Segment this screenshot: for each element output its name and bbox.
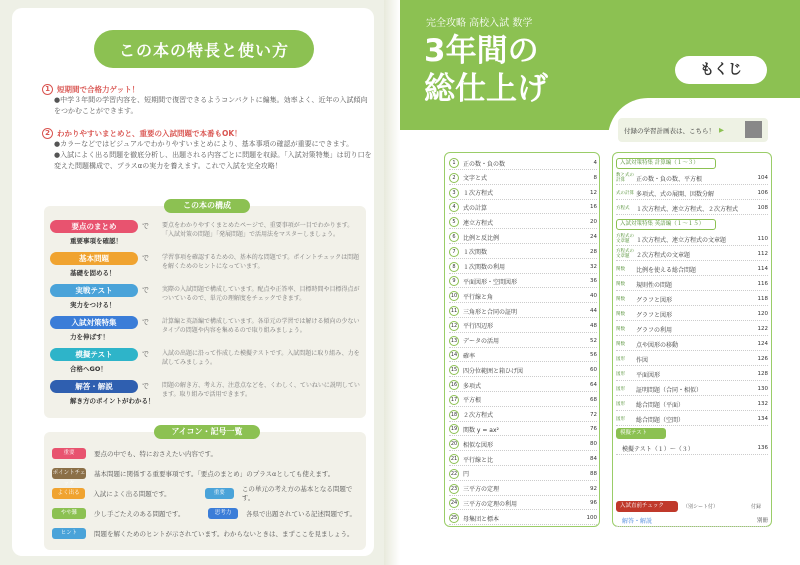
toc-page: 4 <box>593 160 597 166</box>
toc-page: 28 <box>590 248 597 255</box>
study-plan-link[interactable] <box>618 118 768 142</box>
toc-entry[interactable] <box>449 453 597 466</box>
composition-row <box>50 252 362 282</box>
toc-page: 114 <box>757 266 768 272</box>
toc-entry[interactable] <box>449 468 597 481</box>
answer-page: 別冊 <box>756 518 768 524</box>
toc-entry[interactable] <box>616 172 768 185</box>
toc-page: 112 <box>757 251 768 257</box>
toc-number: 3 <box>449 188 459 198</box>
legend-badge-icon: よく出る <box>52 488 85 499</box>
composition-particle: で <box>142 222 149 230</box>
check-page: 付録 <box>751 504 762 510</box>
toc-page: 16 <box>590 204 597 211</box>
composition-description: 入試の出題に沿って作成した模擬テストです。入試問題に取り組み、力を試してみましょう。 <box>162 350 360 366</box>
toc-title: 平行線と比 <box>463 456 494 464</box>
toc-title: 総合問題（空間） <box>636 416 685 424</box>
composition-particle: で <box>142 286 149 294</box>
icon-legend-row <box>52 444 362 462</box>
icon-legend-row <box>52 504 362 522</box>
toc-entry[interactable] <box>616 202 768 215</box>
toc-number: 20 <box>450 441 458 448</box>
toc-number: 2 <box>449 173 459 183</box>
toc-tag: 関数 <box>616 341 625 347</box>
toc-page: 120 <box>757 311 768 317</box>
toc-page: 122 <box>757 326 768 332</box>
toc-title: 点や図形の移動 <box>636 341 679 349</box>
legend-badge-icon: ヒント <box>52 528 86 539</box>
feature-2 <box>42 128 372 172</box>
legend-text: 少し手ごたえのある問題です。 <box>94 509 185 518</box>
toc-page: 128 <box>757 371 768 377</box>
toc-title: グラフの利用 <box>636 326 673 334</box>
composition-pill: 模擬テスト <box>50 348 138 361</box>
composition-pill: 入試対策特集 <box>50 316 138 329</box>
legend-badge-icon: 重要 <box>52 448 86 459</box>
toc-title: 作図 <box>636 356 649 364</box>
app-section-header: 入試対策特集 英語編（１〜１５） <box>616 219 716 230</box>
book-spine <box>384 0 400 565</box>
toc-entry[interactable] <box>616 233 768 246</box>
toc-page: 130 <box>757 386 768 392</box>
toc-page: 60 <box>590 367 597 374</box>
toc-title: 規則性の問題 <box>636 281 673 289</box>
toc-page: 108 <box>757 205 768 211</box>
toc-number: 24 <box>450 500 458 507</box>
composition-row <box>50 220 362 250</box>
toc-title: 文字と式 <box>463 175 488 183</box>
feature-text: ●カラーなどではビジュアルでわかりやすいまとめにより、基本事項の確認が重要にできます。 ●入試によく出る問題を徹底分析し、出題される内容ごとに問題を収録。「入試対策特集」は切り口を変えた問題構成で、プラスαの実力を養えます。これで入試を完全攻略！ <box>54 140 372 170</box>
toc-page: 92 <box>590 485 597 492</box>
toc-tag: 方程式 <box>616 205 630 211</box>
toc-entry[interactable] <box>449 423 597 436</box>
toc-title: 平行四辺形 <box>463 323 494 331</box>
composition-subtitle: 重要事項を確認！ <box>70 237 122 245</box>
icon-legend-title: アイコン・記号一覧 <box>154 425 260 439</box>
toc-title: 確率 <box>463 352 476 360</box>
toc-tag: 関数 <box>616 266 625 272</box>
composition-subtitle: 解き方のポイントがわかる！ <box>70 397 155 405</box>
toc-title: １次方程式、連立方程式、２次方程式 <box>636 205 739 213</box>
toc-number: 6 <box>449 232 459 242</box>
feature-number: 1 <box>42 84 53 95</box>
toc-title: 相似な図形 <box>463 441 494 449</box>
toc-number: 16 <box>450 382 458 388</box>
toc-title: 模擬テスト（１）〜（３） <box>622 445 694 453</box>
toc-title: 正の数・負の数 <box>463 160 506 168</box>
toc-page: 132 <box>757 401 768 407</box>
legend-badge-icon: ポイントチェック <box>52 469 86 487</box>
toc-page: 24 <box>590 234 597 240</box>
series-label: 完全攻略 高校入試 数学 <box>426 18 533 29</box>
toc-tag: 関数 <box>616 311 625 317</box>
answer-entry[interactable] <box>616 514 768 527</box>
toc-title: １次関数の利用 <box>463 264 506 272</box>
toc-number: 25 <box>450 515 458 522</box>
toc-tag: 図形 <box>616 356 625 362</box>
toc-entry[interactable] <box>616 323 768 336</box>
toc-tag: 図形 <box>616 401 625 407</box>
book-title-line1: 3年間の <box>424 33 539 69</box>
toc-number: 15 <box>450 367 458 374</box>
toc-title: 式の計算 <box>463 204 488 212</box>
composition-row <box>50 284 362 314</box>
toc-title: 多項式、式の展開、因数分解 <box>636 190 715 198</box>
toc-page: 100 <box>586 515 597 522</box>
toc-title: 総合問題（平面） <box>636 401 685 409</box>
toc-number: 22 <box>450 470 458 477</box>
toc-number: 4 <box>449 202 459 212</box>
toc-entry[interactable] <box>616 442 768 455</box>
toc-page: 32 <box>590 263 597 270</box>
toc-number: 14 <box>450 352 458 359</box>
composition-subtitle: 力を伸ばす！ <box>70 333 109 341</box>
toc-title: 三角形と合同の証明 <box>463 308 518 316</box>
toc-title: 関数 y = ax² <box>463 426 499 434</box>
icon-legend-row <box>52 464 362 487</box>
composition-box <box>44 201 366 418</box>
composition-label <box>50 284 162 309</box>
composition-particle: で <box>142 350 149 358</box>
toc-entry[interactable] <box>449 157 597 170</box>
toc-entry[interactable] <box>449 483 597 496</box>
calc-section-header: 入試対策特集 計算編（１〜３） <box>616 158 716 169</box>
feature-text: ●中学３年間の学習内容を、短期間で復習できるようコンパクトに編集。効率よく、近年の入試傾向をつかむことができます。 <box>54 96 368 115</box>
composition-row <box>50 380 362 410</box>
legend-badge-icon: 思考力 <box>208 508 238 519</box>
toc-title: 四分位範囲と箱ひげ図 <box>463 367 524 375</box>
toc-title: 円 <box>463 471 470 479</box>
toc-page: 64 <box>590 382 597 388</box>
toc-title: １次方程式、連立方程式の文章題 <box>636 236 727 244</box>
toc-title: 平行線と角 <box>463 293 494 301</box>
book-title-line2: 総仕上げ <box>424 71 548 107</box>
arrow-right-icon: ▶ <box>719 126 724 134</box>
toc-entry[interactable] <box>449 275 597 288</box>
study-plan-text: 付録の学習計画表は、こちら！ <box>624 126 715 135</box>
toc-page: 136 <box>757 445 768 451</box>
left-page <box>0 0 384 565</box>
toc-tag: 関数 <box>616 326 625 332</box>
toc-title: 多項式 <box>463 382 482 390</box>
toc-page: 106 <box>757 190 768 196</box>
legend-text: 各県で出題されている記述問題です。 <box>246 509 356 518</box>
composition-description: 実際の入試問題で構成しています。配点や正答率、目標時間や目標得点がついているので、単元の理解度をチェックできます。 <box>162 286 360 302</box>
legend-badge-icon: やや難 <box>52 508 86 519</box>
right-page <box>400 0 800 565</box>
check-section-header: 入試直前チェック <box>616 501 678 512</box>
composition-pill: 基本問題 <box>50 252 138 265</box>
composition-pill: 要点のまとめ <box>50 220 138 233</box>
check-note: （別シート付） <box>683 504 719 510</box>
toc-entry[interactable] <box>449 438 597 451</box>
toc-page: 118 <box>757 296 768 302</box>
toc-entry[interactable] <box>616 187 768 200</box>
toc-title: １次方程式 <box>463 190 494 198</box>
toc-special <box>612 152 772 527</box>
toc-number: 17 <box>450 396 458 403</box>
toc-entry[interactable] <box>616 308 768 321</box>
toc-page: 76 <box>590 426 597 433</box>
toc-entry[interactable] <box>616 278 768 291</box>
toc-title: データの活用 <box>463 338 500 346</box>
toc-page: 84 <box>590 456 597 462</box>
toc-title: ２次方程式の文章題 <box>636 251 691 259</box>
toc-tag: 図形 <box>616 386 625 392</box>
toc-page: 110 <box>757 236 768 242</box>
toc-entry[interactable] <box>449 172 597 185</box>
toc-title: グラフと図形 <box>636 311 673 319</box>
legend-text: この単元の考え方の基本となる問題です。 <box>241 485 353 502</box>
toc-entry[interactable] <box>616 383 768 396</box>
legend-text: 要点の中でも、特におさえたい内容です。 <box>94 449 217 458</box>
toc-tag: 関数 <box>616 281 625 287</box>
qr-code-icon[interactable] <box>745 121 762 138</box>
toc-number: 23 <box>450 485 458 492</box>
toc-page: 52 <box>590 337 597 344</box>
toc-entry[interactable] <box>449 201 597 214</box>
toc-number: 11 <box>450 308 458 314</box>
book-title <box>424 32 548 108</box>
toc-number: 8 <box>449 262 459 272</box>
toc-tag: 図形 <box>616 416 625 422</box>
toc-title: 平面図形 <box>636 371 661 379</box>
toc-title: 連立方程式 <box>463 219 494 227</box>
toc-entry[interactable] <box>616 248 768 261</box>
composition-pill: 解答・解説 <box>50 380 138 393</box>
toc-entry[interactable] <box>449 409 597 422</box>
icon-legend-box <box>44 427 366 550</box>
toc-entry[interactable] <box>449 261 597 274</box>
composition-row <box>50 348 362 378</box>
toc-page: 36 <box>590 278 597 285</box>
composition-label <box>50 252 162 277</box>
composition-label <box>50 220 162 245</box>
features-title: この本の特長と使い方 <box>94 30 314 68</box>
toc-page: 68 <box>590 396 597 403</box>
toc-number: 10 <box>450 293 458 300</box>
composition-particle: で <box>142 382 149 390</box>
composition-pill: 実戦テスト <box>50 284 138 297</box>
toc-tag: 数と式の計算 <box>616 173 634 183</box>
toc-number: 1 <box>449 158 459 168</box>
toc-page: 20 <box>590 219 597 226</box>
toc-page: 88 <box>590 470 597 477</box>
composition-title: この本の構成 <box>164 199 250 213</box>
left-panel <box>12 8 374 556</box>
toc-title: グラフと図形 <box>636 296 673 304</box>
toc-number: 12 <box>450 322 458 329</box>
toc-page: 40 <box>590 293 597 300</box>
toc-entry[interactable] <box>616 368 768 381</box>
toc-entry[interactable] <box>616 353 768 366</box>
toc-page: 124 <box>757 341 768 347</box>
toc-entry[interactable] <box>616 398 768 411</box>
composition-label <box>50 380 162 405</box>
toc-title: 三平方の定理 <box>463 486 500 494</box>
toc-page: 126 <box>757 356 768 362</box>
toc-number: 9 <box>449 276 459 286</box>
toc-entry[interactable] <box>616 413 768 426</box>
composition-description: 問題の解き方、考え方、注意点などを、くわしく、ていねいに説明しています。取り組みで活用できます。 <box>162 382 360 398</box>
toc-entry[interactable] <box>449 394 597 407</box>
toc-entry[interactable] <box>449 305 597 318</box>
toc-page: 72 <box>590 411 597 418</box>
toc-entry[interactable] <box>449 246 597 259</box>
toc-entry[interactable] <box>449 231 597 244</box>
toc-entry[interactable] <box>449 349 597 362</box>
toc-page: 12 <box>590 189 597 196</box>
composition-label <box>50 348 162 373</box>
toc-page: 56 <box>590 352 597 359</box>
toc-tag: 方程式の文章題 <box>616 249 634 259</box>
toc-title: 平面図形・空間図形 <box>463 278 518 286</box>
composition-subtitle: 実力をつける！ <box>70 301 116 309</box>
toc-title: １次関数 <box>463 249 488 257</box>
toc-title: 証明問題（合同・相似） <box>636 386 703 394</box>
composition-description: 要点をわかりやすくまとめたページで、重要事項が一目でわかります。「入試対策の問題」「発展問題」で活用法をマスターしましょう。 <box>162 222 354 238</box>
toc-entry[interactable] <box>449 216 597 229</box>
toc-page: 104 <box>757 175 768 181</box>
feature-heading: 短期間で合格力ゲット！ <box>57 85 140 94</box>
feature-heading: わかりやすいまとめと、重要の入試問題で本番もOK！ <box>57 129 242 138</box>
toc-number: 21 <box>450 456 458 462</box>
toc-page: 44 <box>590 308 597 314</box>
toc-number: 18 <box>450 411 458 418</box>
toc-page: 134 <box>757 416 768 422</box>
toc-number: 7 <box>449 247 459 257</box>
composition-label <box>50 316 162 341</box>
toc-entry[interactable] <box>449 187 597 200</box>
legend-text: 基本問題に関係する重要事項です。「要点のまとめ」のプラスαとしても使えます。 <box>94 469 335 478</box>
toc-tag: 方程式の文章題 <box>616 234 634 244</box>
toc-entry[interactable] <box>449 497 597 510</box>
toc-number: 19 <box>450 426 458 433</box>
composition-particle: で <box>142 318 149 326</box>
composition-subtitle: 合格へGO！ <box>70 365 107 373</box>
toc-page: 96 <box>590 500 597 507</box>
toc-entry[interactable] <box>449 290 597 303</box>
legend-text: 入試によく出る問題です。 <box>93 489 171 498</box>
legend-text: 問題を解くためのヒントが示されています。わからないときは、まずここを見ましょう。 <box>94 529 354 538</box>
answer-title: 解答・解説 <box>622 517 653 525</box>
toc-entry[interactable] <box>449 512 597 525</box>
toc-page: 116 <box>757 281 768 287</box>
composition-subtitle: 基礎を固める！ <box>70 269 116 277</box>
toc-tag: 式の計算 <box>616 190 634 196</box>
composition-description: 学習事項を確認するための、基本的な問題です。ポイントチェックは問題を解くためのヒントになっています。 <box>162 254 360 270</box>
toc-entry[interactable] <box>616 293 768 306</box>
toc-title: 母集団と標本 <box>463 515 500 523</box>
toc-number: 5 <box>449 217 459 227</box>
mock-section-header: 模擬テスト <box>616 428 666 439</box>
composition-row <box>50 316 362 346</box>
toc-entry[interactable] <box>449 335 597 348</box>
toc-tag: 関数 <box>616 296 625 302</box>
feature-number: 2 <box>42 128 53 139</box>
toc-title: 三平方の定理の利用 <box>463 500 518 508</box>
toc-page: 80 <box>590 441 597 448</box>
toc-title: 比例を使える総合問題 <box>636 266 697 274</box>
toc-title: 比例と反比例 <box>463 234 500 242</box>
toc-entry[interactable] <box>616 338 768 351</box>
composition-description: 計算編と英語編で構成しています。各単元の学習では解ける傾向の少ないタイプの問題や内容を集めるので取り組みましょう。 <box>162 318 360 334</box>
legend-badge-icon: 重要 <box>205 488 234 499</box>
toc-title: 正の数・負の数、平方根 <box>636 175 703 183</box>
toc-entry[interactable] <box>449 320 597 333</box>
toc-entry[interactable] <box>449 379 597 392</box>
icon-legend-row <box>52 484 362 502</box>
toc-tag: 図形 <box>616 371 625 377</box>
toc-title: 平方根 <box>463 397 482 405</box>
icon-legend-row <box>52 524 362 542</box>
toc-entry[interactable] <box>449 364 597 377</box>
toc-page: 8 <box>593 174 597 181</box>
toc-page: 48 <box>590 322 597 329</box>
contents-label: もくじ <box>675 56 767 84</box>
toc-title: ２次方程式 <box>463 412 494 420</box>
toc-entry[interactable] <box>616 263 768 276</box>
toc-main <box>444 152 600 527</box>
feature-1 <box>42 84 372 117</box>
composition-particle: で <box>142 254 149 262</box>
toc-number: 13 <box>450 337 458 344</box>
